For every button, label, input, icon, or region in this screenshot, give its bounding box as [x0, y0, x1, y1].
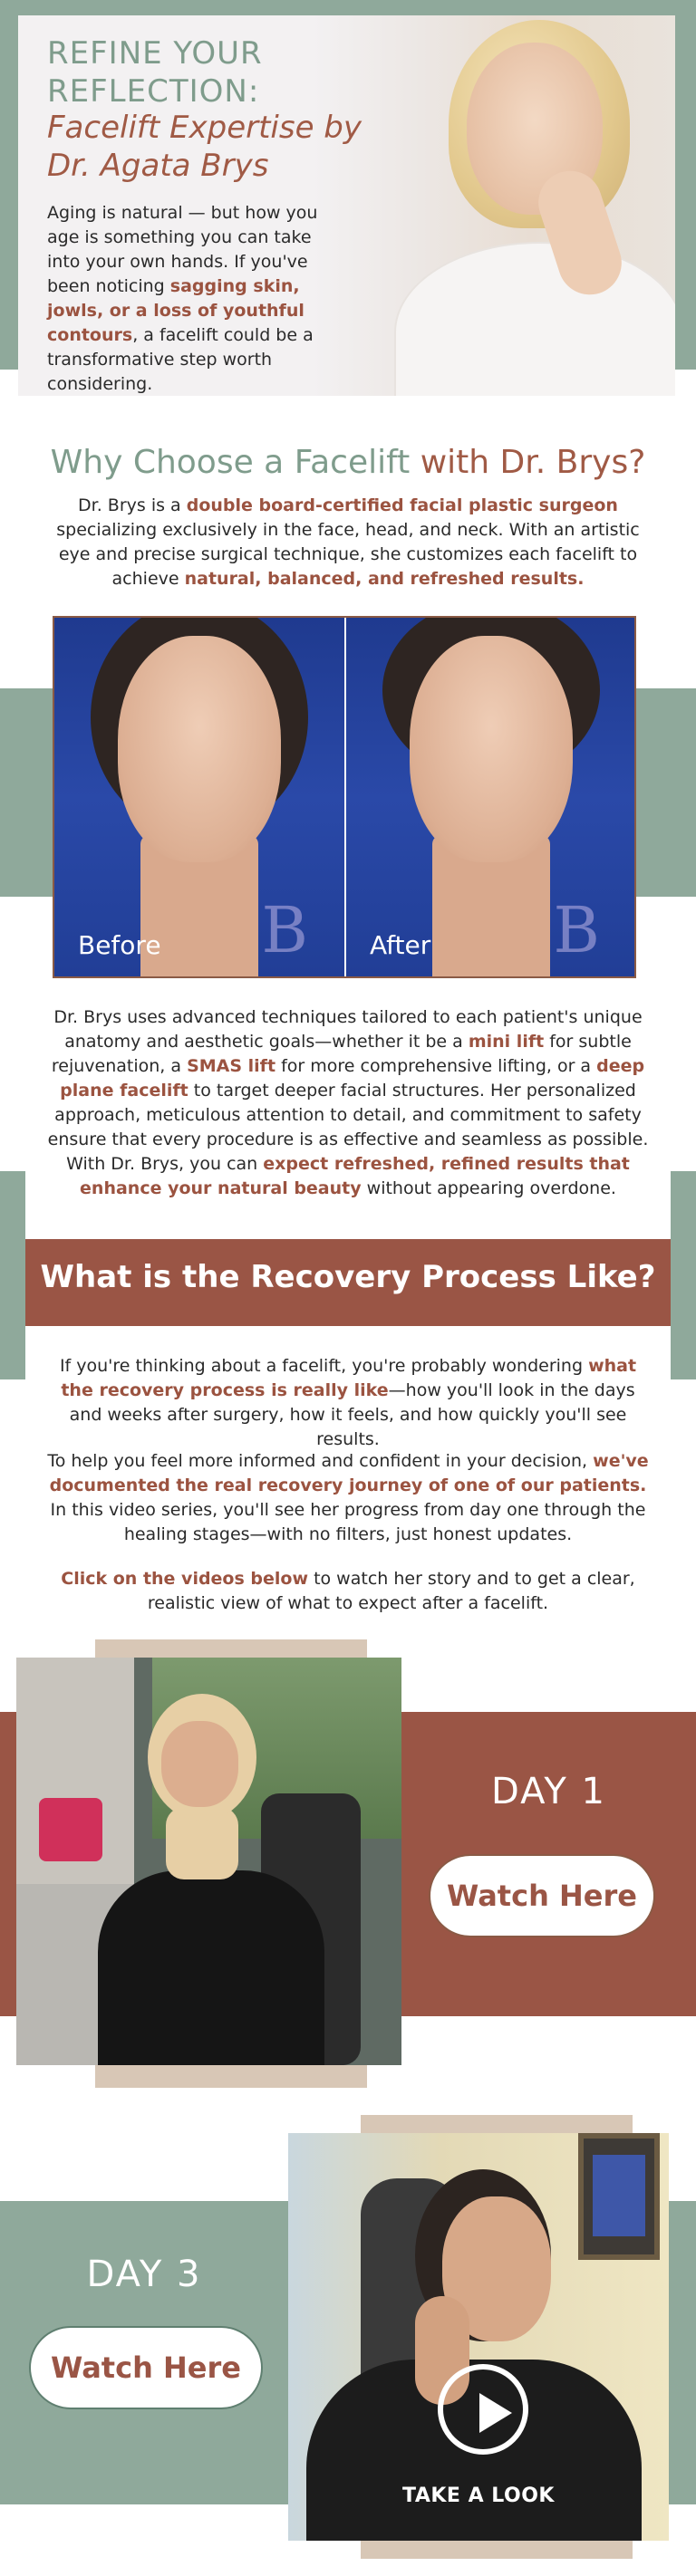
before-label: Before — [78, 930, 161, 960]
rec-p1-highlight: what the recovery process is really like — [61, 1356, 637, 1400]
after-watermark: B — [553, 893, 600, 967]
tech-text-5: without appearing overdone. — [361, 1178, 616, 1198]
why-choose-title — [0, 444, 696, 481]
recovery-paragraph-3 — [45, 1567, 651, 1616]
day3-video-thumbnail[interactable] — [288, 2133, 669, 2541]
day3-label: DAY 3 — [86, 2254, 202, 2295]
recovery-paragraph-1 — [45, 1354, 651, 1452]
hero-title-line1: REFINE YOUR REFLECTION: — [47, 35, 263, 110]
play-icon[interactable] — [438, 2364, 528, 2455]
day1-video-thumbnail[interactable] — [16, 1658, 401, 2065]
why-title-part-b: with Dr. Brys? — [420, 444, 646, 481]
tech-highlight-deep-plane: deep plane facelift — [60, 1056, 645, 1101]
why-p1-pre: Dr. Brys is a — [78, 495, 187, 515]
take-a-look-overlay: TAKE A LOOK — [402, 2485, 555, 2507]
tech-highlight-results: expect refreshed, refined results that enhance your natural beauty — [80, 1154, 630, 1198]
before-watermark: B — [261, 893, 308, 967]
tech-text-2: for subtle rejuvenation, a — [51, 1032, 632, 1076]
tech-text-3: for more comprehensive lifting, or a — [276, 1056, 597, 1076]
right-accent-bar — [671, 1171, 696, 1379]
tech-highlight-smas-lift: SMAS lift — [187, 1056, 276, 1076]
day1-pink-container — [39, 1798, 102, 1861]
why-p1-highlight-2: natural, balanced, and refreshed results. — [184, 569, 585, 589]
rec-p3-highlight: Click on the videos below — [61, 1569, 309, 1589]
hero-intro-post: , a facelift could be a transformative step worth considering. — [47, 325, 314, 394]
rec-p1-post: —how you'll look in the days and weeks after surgery, how it feels, and how quickly you'll see results. — [69, 1380, 635, 1449]
recovery-title: What is the Recovery Process Like? — [40, 1259, 656, 1295]
after-label: After — [370, 930, 431, 960]
hero-photo-shoulder — [394, 242, 675, 396]
day1-label: DAY 1 — [491, 1771, 606, 1812]
tech-highlight-mini-lift: mini lift — [468, 1032, 545, 1052]
why-choose-paragraph — [45, 494, 651, 591]
tech-text-4: to target deeper facial structures. Her personalized approach, meticulous attention to detail, and commitment to safety ensure that every procedure is as effective and seamless as possible. With Dr. Brys, you can — [47, 1081, 649, 1174]
day1-watch-button[interactable]: Watch Here — [429, 1854, 655, 1937]
day1-patient-body — [98, 1870, 324, 2065]
hero-intro-highlight: sagging skin, jowls, or a loss of youthful contours — [47, 276, 304, 345]
rec-p2-highlight: we've documented the real recovery journey of one of our patients. — [49, 1451, 649, 1495]
day3-wall-picture — [578, 2133, 660, 2260]
before-photo — [54, 618, 344, 978]
after-photo-face — [410, 636, 573, 862]
why-p1-mid: specializing exclusively in the face, head, and neck. With an artistic eye and precise surgical technique, she customizes each facelift to achieve — [56, 520, 640, 589]
day3-watch-button[interactable]: Watch Here — [29, 2326, 263, 2409]
rec-p1-pre: If you're thinking about a facelift, you're probably wondering — [59, 1356, 589, 1376]
day3-wall-picture-inner — [593, 2155, 645, 2236]
hero-intro-pre: Aging is natural — but how you age is something you can take into your own hands. If you've been noticing — [47, 203, 318, 296]
why-title-part-a: Why Choose a Facelift — [50, 444, 411, 481]
hero-intro-text — [47, 201, 346, 397]
before-photo-face — [118, 636, 281, 862]
why-p1-highlight-1: double board-certified facial plastic surgeon — [186, 495, 618, 515]
day1-patient-face — [161, 1721, 238, 1807]
rec-p2-pre: To help you feel more informed and confident in your decision, — [47, 1451, 594, 1471]
play-triangle-icon — [479, 2393, 512, 2433]
hero-title-line2: Facelift Expertise by Dr. Agata Brys — [47, 110, 362, 184]
recovery-paragraph-2 — [45, 1449, 651, 1547]
rec-p3-post: to watch her story and to get a clear, realistic view of what to expect after a facelift. — [147, 1569, 635, 1613]
rec-p2-post: In this video series, you'll see her progress from day one through the healing stages—with no filters, just honest updates. — [50, 1500, 646, 1544]
after-photo — [346, 618, 636, 978]
tech-text-1: Dr. Brys uses advanced techniques tailored to each patient's unique anatomy and aesthetic goals—whether it be a — [53, 1007, 643, 1052]
left-accent-bar — [0, 1171, 25, 1379]
techniques-paragraph — [45, 1005, 651, 1201]
before-after-image — [53, 616, 636, 978]
